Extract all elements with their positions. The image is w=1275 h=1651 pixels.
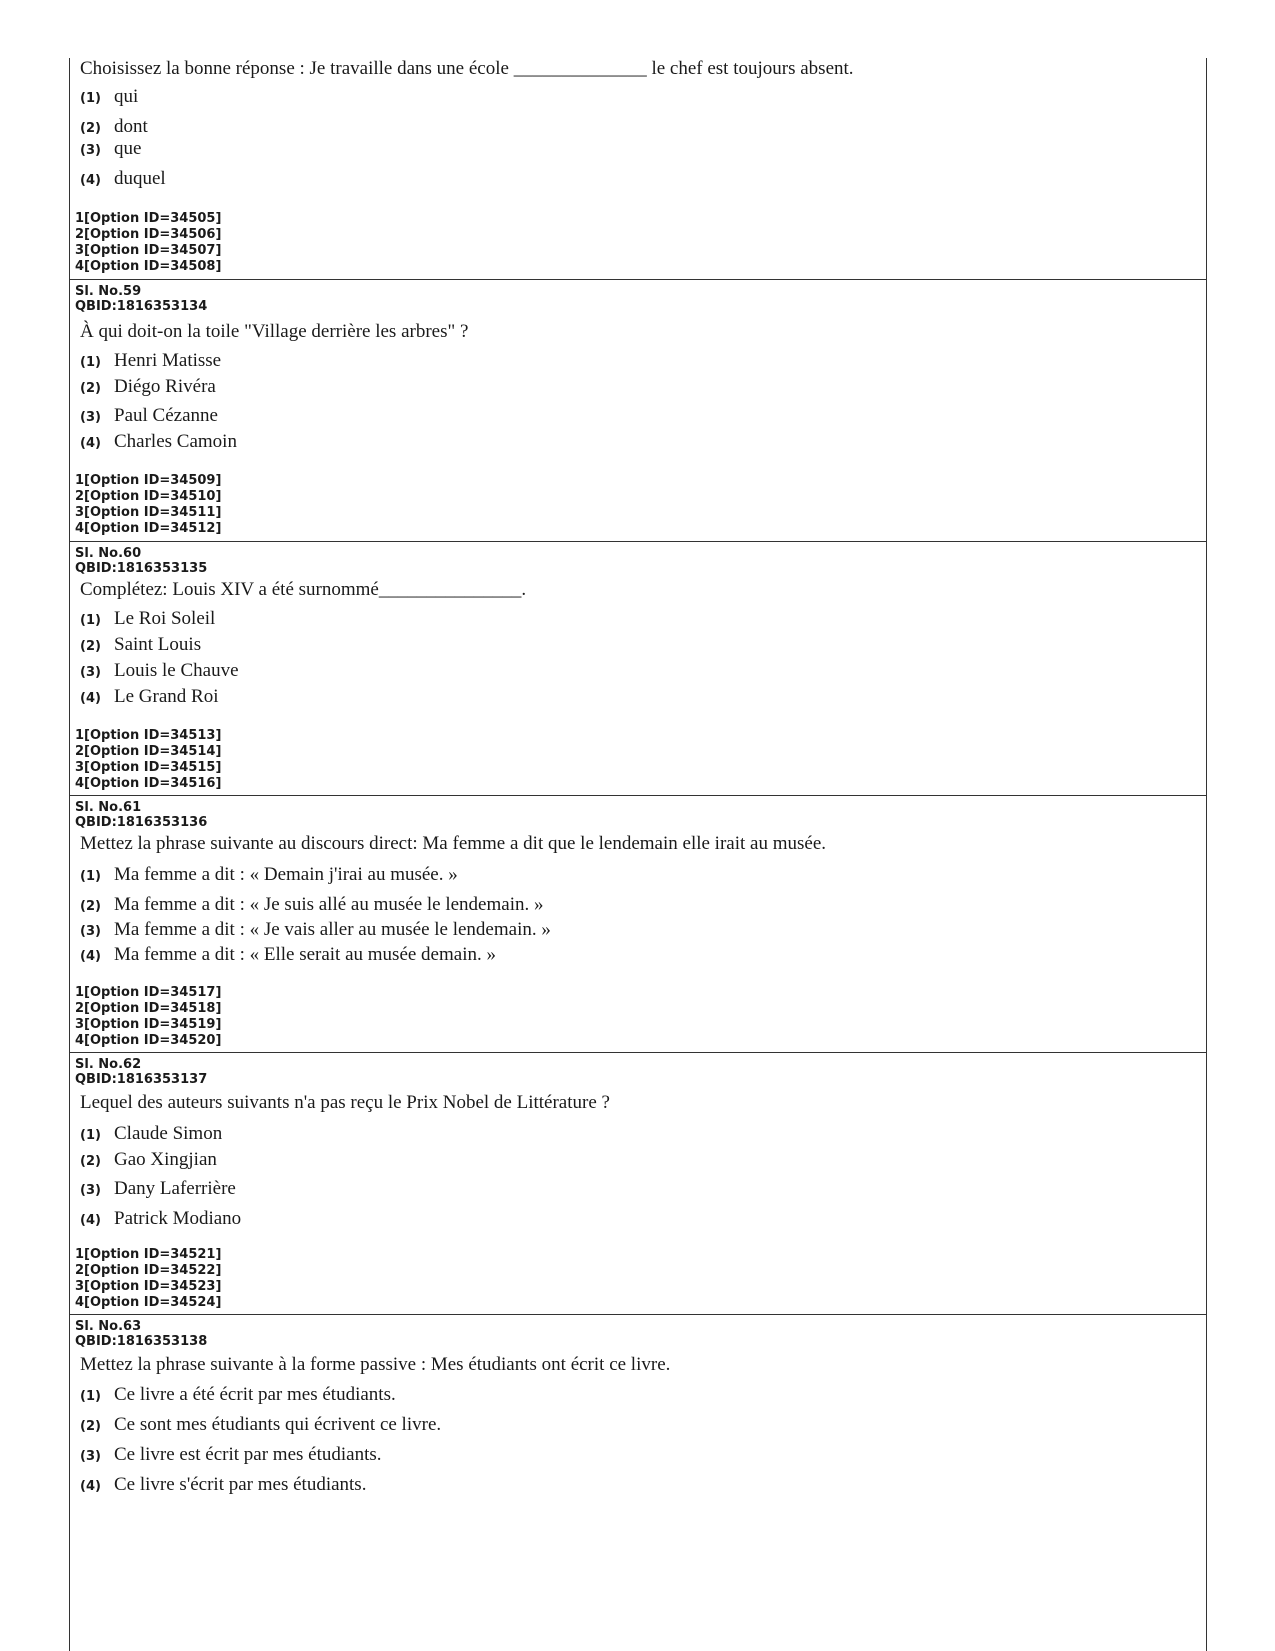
serial-number: Sl. No.61: [75, 800, 142, 815]
option-id: 3[Option ID=34523]: [75, 1279, 222, 1294]
serial-number: Sl. No.62: [75, 1057, 142, 1072]
serial-number: Sl. No.63: [75, 1319, 142, 1334]
option-1: (1) qui: [80, 86, 139, 107]
option-2: (2) dont: [80, 116, 148, 137]
option-id-list: [75, 728, 221, 792]
option-4: (4) duquel: [80, 168, 166, 189]
option-id: 2[Option ID=34518]: [75, 1001, 222, 1016]
divider: [69, 1314, 1207, 1315]
option-id: 1[Option ID=34517]: [75, 985, 222, 1000]
question-text: À qui doit-on la toile "Village derrière les arbres" ?: [80, 321, 469, 342]
qbid: QBID:1816353135: [75, 561, 208, 576]
divider: [69, 541, 1207, 542]
option-id: 2[Option ID=34510]: [75, 489, 222, 504]
question-paper-frame: [69, 58, 1207, 1651]
option-1: (1) Ma femme a dit : « Demain j'irai au musée. »: [80, 864, 458, 885]
option-id: 3[Option ID=34519]: [75, 1017, 222, 1032]
question-text: Complétez: Louis XIV a été surnommé_______________.: [80, 579, 527, 600]
option-4: (4) Ma femme a dit : « Elle serait au musée demain. »: [80, 944, 496, 965]
option-id: 3[Option ID=34507]: [75, 243, 222, 258]
serial-number: Sl. No.59: [75, 284, 142, 299]
question-text: Lequel des auteurs suivants n'a pas reçu le Prix Nobel de Littérature ?: [80, 1092, 610, 1113]
question-header: [75, 546, 207, 576]
option-id: 1[Option ID=34513]: [75, 728, 222, 743]
option-id: 4[Option ID=34512]: [75, 521, 222, 536]
option-id: 3[Option ID=34515]: [75, 760, 222, 775]
option-2: (2) Diégo Rivéra: [80, 376, 216, 397]
qbid: QBID:1816353138: [75, 1334, 208, 1349]
option-id: 4[Option ID=34508]: [75, 259, 222, 274]
option-1: (1) Claude Simon: [80, 1123, 223, 1144]
question-text: Choisissez la bonne réponse : Je travaille dans une école ______________ le chef est toujours absent.: [80, 58, 854, 79]
option-4: (4) Ce livre s'écrit par mes étudiants.: [80, 1474, 367, 1495]
divider: [69, 795, 1207, 796]
option-id-list: [75, 473, 221, 537]
option-id-list: [75, 985, 221, 1049]
option-3: (3) que: [80, 138, 142, 159]
option-id: 2[Option ID=34522]: [75, 1263, 222, 1278]
question-text: Mettez la phrase suivante à la forme passive : Mes étudiants ont écrit ce livre.: [80, 1354, 671, 1375]
option-id: 3[Option ID=34511]: [75, 505, 222, 520]
option-2: (2) Ma femme a dit : « Je suis allé au musée le lendemain. »: [80, 894, 544, 915]
option-3: (3) Dany Laferrière: [80, 1178, 236, 1199]
divider: [69, 279, 1207, 280]
qbid: QBID:1816353137: [75, 1072, 208, 1087]
option-id: 1[Option ID=34521]: [75, 1247, 222, 1262]
option-1: (1) Henri Matisse: [80, 350, 222, 371]
option-id-list: [75, 1247, 221, 1311]
option-1: (1) Le Roi Soleil: [80, 608, 216, 629]
question-header: [75, 284, 207, 314]
option-3: (3) Ma femme a dit : « Je vais aller au musée le lendemain. »: [80, 919, 551, 940]
qbid: QBID:1816353136: [75, 815, 208, 830]
option-id: 4[Option ID=34524]: [75, 1295, 222, 1310]
option-id: 2[Option ID=34514]: [75, 744, 222, 759]
divider: [69, 1052, 1207, 1053]
option-2: (2) Ce sont mes étudiants qui écrivent ce livre.: [80, 1414, 442, 1435]
option-id: 2[Option ID=34506]: [75, 227, 222, 242]
question-header: [75, 800, 207, 830]
option-4: (4) Patrick Modiano: [80, 1208, 242, 1229]
option-id: 4[Option ID=34520]: [75, 1033, 222, 1048]
option-id-list: [75, 211, 221, 275]
question-text: Mettez la phrase suivante au discours direct: Ma femme a dit que le lendemain elle irait au musée.: [80, 833, 827, 854]
option-2: (2) Saint Louis: [80, 634, 202, 655]
option-4: (4) Le Grand Roi: [80, 686, 219, 707]
option-id: 4[Option ID=34516]: [75, 776, 222, 791]
option-1: (1) Ce livre a été écrit par mes étudiants.: [80, 1384, 396, 1405]
serial-number: Sl. No.60: [75, 546, 142, 561]
option-2: (2) Gao Xingjian: [80, 1149, 217, 1170]
question-header: [75, 1057, 207, 1087]
qbid: QBID:1816353134: [75, 299, 208, 314]
option-id: 1[Option ID=34505]: [75, 211, 222, 226]
option-id: 1[Option ID=34509]: [75, 473, 222, 488]
question-header: [75, 1319, 207, 1349]
option-4: (4) Charles Camoin: [80, 431, 237, 452]
option-3: (3) Paul Cézanne: [80, 405, 218, 426]
option-3: (3) Louis le Chauve: [80, 660, 239, 681]
option-3: (3) Ce livre est écrit par mes étudiants.: [80, 1444, 382, 1465]
